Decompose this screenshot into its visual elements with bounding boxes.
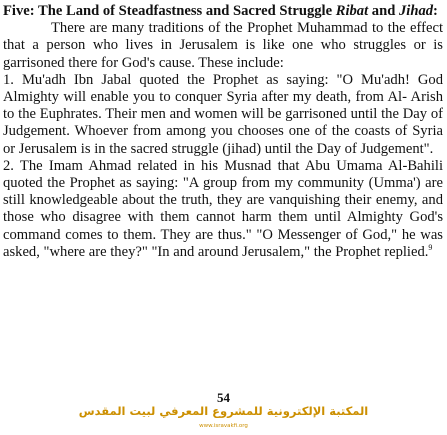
heading-colon: :: [433, 3, 438, 19]
body-text: [3, 3, 443, 261]
intro-paragraph: There are many traditions of the Prophet Muhammad to the effect that a person who lives in Jerusalem is like one who struggles or is garrisoned there for God's cause. These include:: [3, 20, 443, 71]
heading-italic-ribat: Ribat: [335, 3, 369, 19]
tradition-2-text: 2. The Imam Ahmad related in his Musnad that Abu Umama Al-Bahili quoted the Prophet as saying: "A group from my community (Umma') are still knowledgeable about the truth, they are vanquishing their enemy, and those who disagree with them cannot harm them until Almighty God's command comes to them. They are thus." "O Messenger of God," he was asked, "where are they?" "In and around Jerusalem," the Prophet replied.: [3, 157, 443, 260]
library-url: www.isravakfi.org: [199, 423, 248, 429]
tradition-2-paragraph: [3, 158, 443, 261]
heading-text: Five: The Land of Steadfastness and Sacred Struggle: [3, 3, 336, 19]
heading-italic-jihad: Jihad: [398, 3, 434, 19]
tradition-1-paragraph: 1. Mu'adh Ibn Jabal quoted the Prophet as saying: "O Mu'adh! God Almighty will enable you to conquer Syria after my death, from Al- Arish to the Euphrates. Their men and women will be garrisoned until the Day of Judgement. Whoever from among you chooses one of the coasts of Syria or Jerusalem is in the sacred struggle (jihad) until the Day of Judgement".: [3, 71, 443, 157]
heading-conjunction: and: [368, 3, 399, 19]
footnote-marker: 9: [428, 242, 433, 252]
library-banner: المكتبة الإلكترونية للمشروع المعرفي لبيت المقدس: [78, 404, 369, 418]
section-heading: [3, 3, 443, 20]
page-number: 54: [217, 390, 230, 405]
